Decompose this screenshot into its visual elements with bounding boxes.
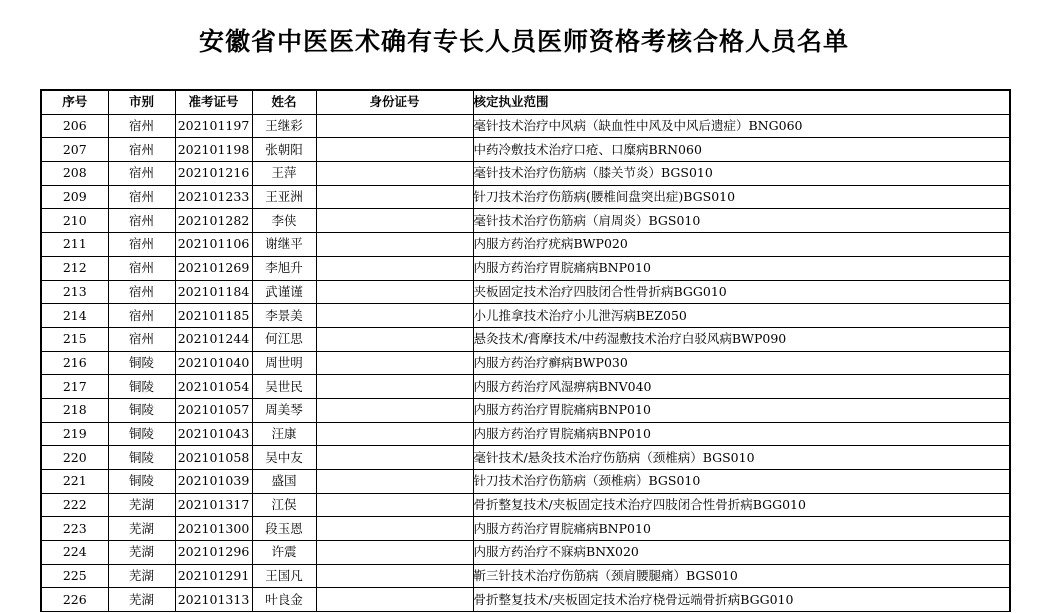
name-cell: 王亚洲: [252, 185, 316, 209]
city-cell: 芜湖: [108, 517, 175, 541]
scope-cell: 内服方药治疗风湿痹病BNV040: [473, 375, 1010, 399]
exam-no-cell: 202101296: [175, 541, 252, 565]
scope-cell: 小儿推拿技术治疗小儿泄泻病BEZ050: [473, 304, 1010, 328]
exam-no-cell: 202101185: [175, 304, 252, 328]
seq-cell: 209: [41, 185, 108, 209]
exam-no-cell: 202101040: [175, 351, 252, 375]
scope-cell: 内服方药治疗癣病BWP030: [473, 351, 1010, 375]
name-cell: 李景美: [252, 304, 316, 328]
scope-cell: 内服方药治疗疣病BWP020: [473, 233, 1010, 257]
table-row: [41, 470, 1010, 494]
id-no-cell: [316, 517, 473, 541]
name-cell: 周美琴: [252, 398, 316, 422]
exam-no-cell: 202101244: [175, 327, 252, 351]
id-no-cell: [316, 162, 473, 186]
header-row: [41, 90, 1010, 114]
header-id-no: 身份证号: [316, 90, 473, 114]
seq-cell: 222: [41, 493, 108, 517]
exam-no-cell: 202101184: [175, 280, 252, 304]
id-no-cell: [316, 398, 473, 422]
table-row: [41, 446, 1010, 470]
seq-cell: 215: [41, 327, 108, 351]
exam-no-cell: 202101198: [175, 138, 252, 162]
id-no-cell: [316, 470, 473, 494]
table-row: [41, 375, 1010, 399]
city-cell: 宿州: [108, 327, 175, 351]
table-row: [41, 327, 1010, 351]
table-row: [41, 256, 1010, 280]
scope-cell: 针刀技术治疗伤筋病(腰椎间盘突出症)BGS010: [473, 185, 1010, 209]
city-cell: 芜湖: [108, 564, 175, 588]
city-cell: 铜陵: [108, 375, 175, 399]
city-cell: 宿州: [108, 185, 175, 209]
id-no-cell: [316, 588, 473, 612]
city-cell: 宿州: [108, 256, 175, 280]
city-cell: 铜陵: [108, 470, 175, 494]
header-exam-no: 准考证号: [175, 90, 252, 114]
seq-cell: 224: [41, 541, 108, 565]
id-no-cell: [316, 304, 473, 328]
id-no-cell: [316, 185, 473, 209]
city-cell: 芜湖: [108, 493, 175, 517]
exam-no-cell: 202101057: [175, 398, 252, 422]
exam-no-cell: 202101197: [175, 114, 252, 138]
table-row: [41, 351, 1010, 375]
scope-cell: 毫针技术治疗伤筋病（肩周炎）BGS010: [473, 209, 1010, 233]
scope-cell: 内服方药治疗胃脘痛病BNP010: [473, 517, 1010, 541]
city-cell: 铜陵: [108, 398, 175, 422]
seq-cell: 208: [41, 162, 108, 186]
exam-no-cell: 202101300: [175, 517, 252, 541]
scope-cell: 骨折整复技术/夹板固定技术治疗桡骨远端骨折病BGG010: [473, 588, 1010, 612]
exam-no-cell: 202101291: [175, 564, 252, 588]
name-cell: 王萍: [252, 162, 316, 186]
city-cell: 宿州: [108, 138, 175, 162]
name-cell: 周世明: [252, 351, 316, 375]
seq-cell: 225: [41, 564, 108, 588]
id-no-cell: [316, 280, 473, 304]
exam-no-cell: 202101216: [175, 162, 252, 186]
id-no-cell: [316, 351, 473, 375]
exam-no-cell: 202101039: [175, 470, 252, 494]
seq-cell: 211: [41, 233, 108, 257]
exam-no-cell: 202101058: [175, 446, 252, 470]
name-cell: 武谨谨: [252, 280, 316, 304]
seq-cell: 216: [41, 351, 108, 375]
exam-no-cell: 202101282: [175, 209, 252, 233]
seq-cell: 220: [41, 446, 108, 470]
table-row: [41, 114, 1010, 138]
city-cell: 宿州: [108, 233, 175, 257]
scope-cell: 夹板固定技术治疗四肢闭合性骨折病BGG010: [473, 280, 1010, 304]
name-cell: 王国凡: [252, 564, 316, 588]
seq-cell: 212: [41, 256, 108, 280]
name-cell: 盛国: [252, 470, 316, 494]
table-row: [41, 398, 1010, 422]
id-no-cell: [316, 564, 473, 588]
seq-cell: 206: [41, 114, 108, 138]
table-row: [41, 233, 1010, 257]
id-no-cell: [316, 422, 473, 446]
name-cell: 吴世民: [252, 375, 316, 399]
exam-no-cell: 202101313: [175, 588, 252, 612]
seq-cell: 214: [41, 304, 108, 328]
scope-cell: 毫针技术治疗中风病（缺血性中风及中风后遗症）BNG060: [473, 114, 1010, 138]
seq-cell: 221: [41, 470, 108, 494]
name-cell: 何江思: [252, 327, 316, 351]
header-scope: 核定执业范围: [473, 90, 1010, 114]
city-cell: 铜陵: [108, 351, 175, 375]
scope-cell: 内服方药治疗胃脘痛病BNP010: [473, 256, 1010, 280]
name-cell: 谢继平: [252, 233, 316, 257]
scope-cell: 靳三针技术治疗伤筋病（颈肩腰腿痛）BGS010: [473, 564, 1010, 588]
name-cell: 吴中友: [252, 446, 316, 470]
seq-cell: 217: [41, 375, 108, 399]
seq-cell: 218: [41, 398, 108, 422]
table-row: [41, 138, 1010, 162]
city-cell: 宿州: [108, 114, 175, 138]
exam-no-cell: 202101317: [175, 493, 252, 517]
seq-cell: 219: [41, 422, 108, 446]
id-no-cell: [316, 256, 473, 280]
id-no-cell: [316, 446, 473, 470]
city-cell: 宿州: [108, 304, 175, 328]
page-title: 安徽省中医医术确有专长人员医师资格考核合格人员名单: [198, 27, 849, 56]
name-cell: 许震: [252, 541, 316, 565]
exam-no-cell: 202101106: [175, 233, 252, 257]
exam-no-cell: 202101043: [175, 422, 252, 446]
id-no-cell: [316, 493, 473, 517]
id-no-cell: [316, 138, 473, 162]
name-cell: 李侠: [252, 209, 316, 233]
exam-no-cell: 202101269: [175, 256, 252, 280]
name-cell: 李旭升: [252, 256, 316, 280]
id-no-cell: [316, 114, 473, 138]
seq-cell: 213: [41, 280, 108, 304]
table-row: [41, 185, 1010, 209]
table-row: [41, 588, 1010, 612]
table-row: [41, 564, 1010, 588]
scope-cell: 毫针技术治疗伤筋病（膝关节炎）BGS010: [473, 162, 1010, 186]
table-row: [41, 162, 1010, 186]
scope-cell: 骨折整复技术/夹板固定技术治疗四肢闭合性骨折病BGG010: [473, 493, 1010, 517]
id-no-cell: [316, 209, 473, 233]
seq-cell: 226: [41, 588, 108, 612]
scope-cell: 悬灸技术/膏摩技术/中药湿敷技术治疗白驳风病BWP090: [473, 327, 1010, 351]
city-cell: 宿州: [108, 209, 175, 233]
id-no-cell: [316, 233, 473, 257]
name-cell: 张朝阳: [252, 138, 316, 162]
scope-cell: 毫针技术/悬灸技术治疗伤筋病（颈椎病）BGS010: [473, 446, 1010, 470]
table-row: [41, 517, 1010, 541]
table-row: [41, 493, 1010, 517]
seq-cell: 207: [41, 138, 108, 162]
name-cell: 王继彩: [252, 114, 316, 138]
header-name: 姓名: [252, 90, 316, 114]
city-cell: 宿州: [108, 162, 175, 186]
scope-cell: 内服方药治疗胃脘痛病BNP010: [473, 398, 1010, 422]
seq-cell: 223: [41, 517, 108, 541]
header-city: 市别: [108, 90, 175, 114]
name-cell: 汪康: [252, 422, 316, 446]
scope-cell: 内服方药治疗不寐病BNX020: [473, 541, 1010, 565]
id-no-cell: [316, 327, 473, 351]
city-cell: 芜湖: [108, 588, 175, 612]
city-cell: 宿州: [108, 280, 175, 304]
table-row: [41, 280, 1010, 304]
scope-cell: 中药冷敷技术治疗口疮、口糜病BRN060: [473, 138, 1010, 162]
exam-no-cell: 202101233: [175, 185, 252, 209]
city-cell: 铜陵: [108, 446, 175, 470]
table-row: [41, 304, 1010, 328]
scope-cell: 内服方药治疗胃脘痛病BNP010: [473, 422, 1010, 446]
name-cell: 江俣: [252, 493, 316, 517]
city-cell: 芜湖: [108, 541, 175, 565]
table-row: [41, 541, 1010, 565]
city-cell: 铜陵: [108, 422, 175, 446]
table-row: [41, 209, 1010, 233]
exam-no-cell: 202101054: [175, 375, 252, 399]
id-no-cell: [316, 541, 473, 565]
id-no-cell: [316, 375, 473, 399]
name-cell: 叶良金: [252, 588, 316, 612]
table-row: [41, 422, 1010, 446]
scope-cell: 针刀技术治疗伤筋病（颈椎病）BGS010: [473, 470, 1010, 494]
roster-table: [40, 89, 1011, 612]
roster-body: [41, 114, 1010, 611]
name-cell: 段玉恩: [252, 517, 316, 541]
seq-cell: 210: [41, 209, 108, 233]
header-seq: 序号: [41, 90, 108, 114]
